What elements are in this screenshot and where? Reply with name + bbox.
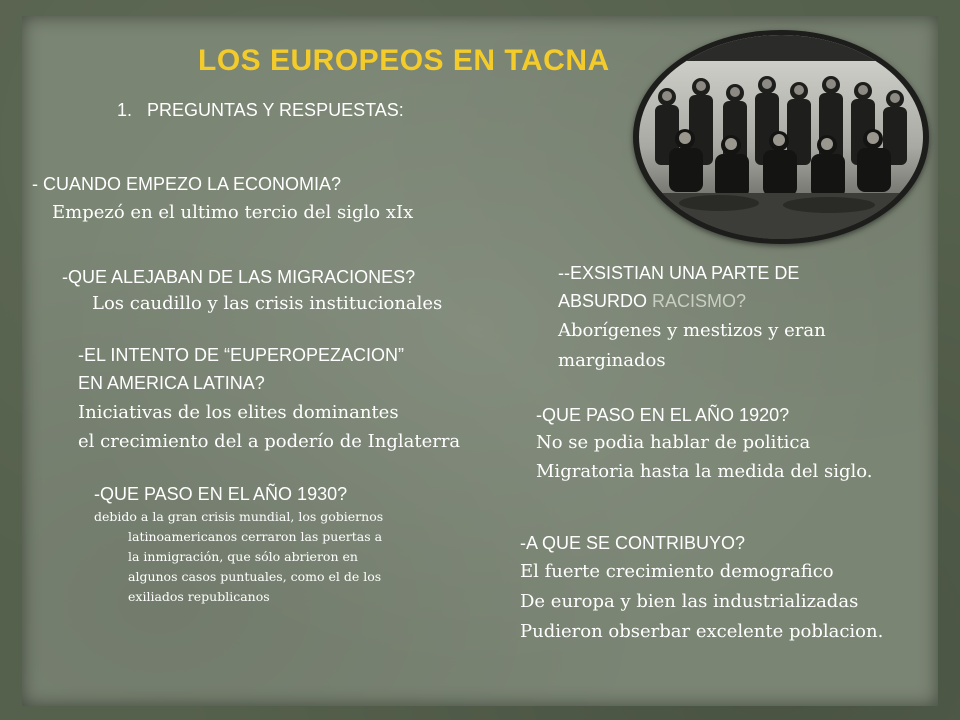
- answer-year-1920-line-1: No se podia hablar de politica: [536, 432, 811, 453]
- answer-economy-start: Empezó en el ultimo tercio del siglo xIx: [52, 202, 414, 223]
- answer-contribution-line-1: El fuerte crecimiento demografico: [520, 561, 834, 582]
- group-photo-of-european-immigrants-icon: [639, 35, 923, 239]
- answer-migration-obstacles: Los caudillo y las crisis institucionales: [92, 293, 443, 314]
- answer-europeanization-line-1: Iniciativas de los elites dominantes: [78, 402, 399, 423]
- question-year-1920: -QUE PASO EN EL AÑO 1920?: [536, 405, 790, 425]
- answer-contribution-line-2: De europa y bien las industrializadas: [520, 591, 859, 612]
- question-year-1930: -QUE PASO EN EL AÑO 1930?: [94, 484, 348, 504]
- answer-contribution-line-3: Pudieron obserbar excelente poblacion.: [520, 621, 884, 642]
- question-contribution: -A QUE SE CONTRIBUYO?: [520, 533, 746, 553]
- answer-year-1930-line-5: exiliados republicanos: [128, 589, 270, 604]
- question-racism-line-2: [558, 292, 746, 310]
- answer-year-1930-line-1: debido a la gran crisis mundial, los gobiernos: [94, 509, 384, 524]
- answer-year-1920-line-2: Migratoria hasta la medida del siglo.: [536, 461, 873, 482]
- question-europeanization-line-2: EN AMERICA LATINA?: [78, 373, 265, 393]
- answer-year-1930-line-2: latinoamericanos cerraron las puertas a: [128, 529, 383, 544]
- answer-year-1930-line-4: algunos casos puntuales, como el de los: [128, 569, 382, 584]
- question-racism-line-1: --EXSISTIAN UNA PARTE DE: [558, 263, 800, 283]
- question-racism-line-2-faded: RACISMO?: [652, 291, 747, 311]
- question-migration-obstacles: -QUE ALEJABAN DE LAS MIGRACIONES?: [62, 267, 416, 287]
- question-economy-start: - CUANDO EMPEZO LA ECONOMIA?: [32, 174, 342, 194]
- photo-frame: [633, 30, 929, 244]
- question-racism-line-2-main: ABSURDO: [558, 291, 653, 311]
- answer-racism-line-1: Aborígenes y mestizos y eran: [558, 320, 826, 341]
- section-heading: 1. PREGUNTAS Y RESPUESTAS:: [117, 100, 404, 120]
- slide-title: LOS EUROPEOS EN TACNA: [198, 44, 610, 77]
- question-europeanization-line-1: -EL INTENTO DE “EUPEROPEZACION”: [78, 345, 405, 365]
- answer-racism-line-2: marginados: [558, 350, 666, 371]
- answer-year-1930-line-3: la inmigración, que sólo abrieron en: [128, 549, 358, 564]
- answer-europeanization-line-2: el crecimiento del a poderío de Inglaterra: [78, 431, 461, 452]
